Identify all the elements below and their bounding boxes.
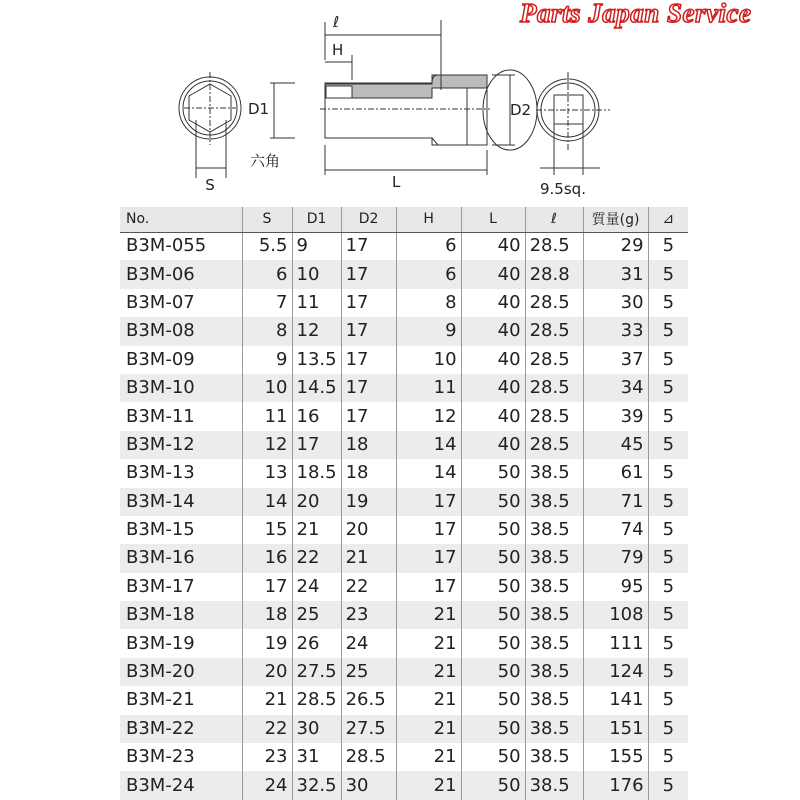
table-row [120,629,688,657]
cell-col-d2: 17 [341,260,396,288]
cell-col-l: 50 [461,516,525,544]
cell-col-d1: 32.5 [292,771,341,799]
cell-col-qty: 5 [648,402,688,430]
cell-col-s: 9 [242,346,292,374]
spec-table [120,207,688,800]
cell-col-h: 10 [396,346,461,374]
table-row [120,459,688,487]
cell-col-ell: 38.5 [525,629,583,657]
cell-col-l: 40 [461,431,525,459]
cell-col-h: 21 [396,771,461,799]
cell-col-mass: 155 [583,743,648,771]
cell-col-d1: 22 [292,544,341,572]
cell-col-mass: 37 [583,346,648,374]
cell-col-d2: 30 [341,771,396,799]
label-d2: D2 [510,101,532,119]
cell-col-s: 15 [242,516,292,544]
cell-col-no: B3M-21 [126,689,195,711]
cell-col-s: 6 [242,260,292,288]
cell-col-qty: 5 [648,232,688,260]
cell-col-mass: 39 [583,402,648,430]
cell-col-no: B3M-24 [120,771,242,799]
table-row [120,260,688,288]
cell-col-ell: 38.5 [525,488,583,516]
cell-col-ell: 38.5 [525,516,583,544]
cell-col-qty: 5 [648,629,688,657]
cell-col-mass: 30 [583,289,648,317]
cell-col-l: 50 [461,743,525,771]
cell-col-mass: 151 [583,715,648,743]
table-row [120,346,688,374]
cell-col-d1: 31 [292,743,341,771]
cell-col-l: 50 [461,658,525,686]
table-row [120,715,688,743]
cell-col-no: B3M-20 [120,658,242,686]
cell-col-ell: 28.5 [525,346,583,374]
cell-col-d2: 20 [341,516,396,544]
table-row [120,573,688,601]
cell-col-d1: 20 [292,488,341,516]
table-row [120,289,688,317]
cell-col-h: 6 [396,260,461,288]
label-d1: D1 [248,100,270,118]
cell-col-s: 10 [242,374,292,402]
cell-col-mass: 108 [583,601,648,629]
table-row [120,544,688,572]
cell-col-qty: 5 [648,374,688,402]
cell-col-s: 22 [242,715,292,743]
cell-col-ell: 28.5 [525,289,583,317]
cell-col-ell: 38.5 [525,544,583,572]
cell-col-h: 14 [396,459,461,487]
cell-col-d2: 26.5 [341,686,396,714]
table-header [120,207,688,232]
cell-col-h: 17 [396,516,461,544]
cell-col-d1: 10 [292,260,341,288]
table-row [120,488,688,516]
cell-col-d1: 11 [292,289,341,317]
cell-col-l: 50 [461,459,525,487]
cell-col-l: 50 [461,686,525,714]
cell-col-h: 12 [396,402,461,430]
cell-col-l: 40 [461,374,525,402]
cell-col-h: 21 [396,629,461,657]
cell-col-no: B3M-16 [120,544,242,572]
cell-col-d2: 21 [341,544,396,572]
cell-col-qty: 5 [648,715,688,743]
cell-col-ell: 28.5 [525,232,583,260]
cell-col-ell: 38.5 [525,715,583,743]
cell-col-mass: 176 [583,771,648,799]
logo: Parts Japan Service [520,0,752,28]
cell-col-mass: 34 [583,374,648,402]
cell-col-no: B3M-055 [126,235,207,257]
cell-col-d1: 16 [292,402,341,430]
cell-col-mass: 111 [583,629,648,657]
cell-col-mass: 71 [583,488,648,516]
table-row [120,658,688,686]
cell-col-no: B3M-15 [126,519,195,541]
cell-col-qty: 5 [648,686,688,714]
header-col-d2: D2 [341,207,396,232]
cell-col-l: 40 [461,317,525,345]
cell-col-qty: 5 [648,346,688,374]
cell-col-h: 17 [396,573,461,601]
cell-col-no: B3M-12 [120,431,242,459]
cell-col-mass: 74 [583,516,648,544]
cell-col-ell: 38.5 [525,743,583,771]
cell-col-h: 17 [396,488,461,516]
cell-col-d2: 22 [341,573,396,601]
cell-col-s: 17 [242,573,292,601]
cell-col-s: 20 [242,658,292,686]
cell-col-d2: 19 [341,488,396,516]
cell-col-no: B3M-10 [120,374,242,402]
cell-col-qty: 5 [648,459,688,487]
cell-col-l: 50 [461,629,525,657]
cell-col-l: 40 [461,289,525,317]
cell-col-no: B3M-06 [120,260,242,288]
label-L: L [392,173,401,191]
cell-col-ell: 38.5 [525,658,583,686]
cell-col-l: 50 [461,715,525,743]
cell-col-h: 21 [396,743,461,771]
cell-col-no: B3M-13 [126,462,195,484]
cell-col-d2: 28.5 [341,743,396,771]
cell-col-d1: 25 [292,601,341,629]
cell-col-no: B3M-07 [126,291,195,313]
table-row [120,232,688,260]
cell-col-h: 8 [396,289,461,317]
cell-col-no: B3M-17 [126,575,195,597]
header-col-s: S [242,207,292,232]
cell-col-no: B3M-22 [120,715,242,743]
cell-col-d1: 24 [292,573,341,601]
cell-col-s: 21 [242,686,292,714]
cell-col-d1: 21 [292,516,341,544]
cell-col-d2: 17 [341,289,396,317]
cell-col-mass: 33 [583,317,648,345]
cell-col-l: 50 [461,544,525,572]
cell-col-no: B3M-09 [126,348,195,370]
cell-col-qty: 5 [648,289,688,317]
cell-col-ell: 28.5 [525,374,583,402]
table-row [120,686,688,714]
cell-col-mass: 61 [583,459,648,487]
cell-col-d2: 17 [341,346,396,374]
cell-col-h: 21 [396,686,461,714]
square-end-view [500,60,620,200]
cell-col-h: 21 [396,601,461,629]
header-col-qty: ⊿ [648,207,688,232]
cell-col-s: 5.5 [242,232,292,260]
cell-col-qty: 5 [648,260,688,288]
cell-col-no: B3M-18 [120,601,242,629]
cell-col-s: 23 [242,743,292,771]
cell-col-no: B3M-11 [126,405,195,427]
cell-col-no: B3M-19 [126,632,195,654]
label-square-size: 9.5sq. [540,180,586,198]
cell-col-d2: 17 [341,317,396,345]
cell-col-no: B3M-14 [120,488,242,516]
cell-col-d2: 27.5 [341,715,396,743]
cell-col-d2: 23 [341,601,396,629]
cell-col-d2: 24 [341,629,396,657]
cell-col-l: 50 [461,488,525,516]
cell-col-mass: 79 [583,544,648,572]
cell-col-s: 18 [242,601,292,629]
label-s: S [205,176,215,194]
cell-col-ell: 28.5 [525,402,583,430]
cell-col-d1: 14.5 [292,374,341,402]
label-hex: 六角 [250,152,281,170]
cell-col-qty: 5 [648,544,688,572]
cell-col-s: 13 [242,459,292,487]
cell-col-ell: 38.5 [525,771,583,799]
header-col-d1: D1 [292,207,341,232]
cell-col-l: 50 [461,771,525,799]
table-row [120,374,688,402]
header-col-ell: ℓ [525,207,583,232]
cell-col-h: 14 [396,431,461,459]
cell-col-h: 17 [396,544,461,572]
header-col-l: L [461,207,525,232]
cell-col-l: 50 [461,573,525,601]
cell-col-d1: 12 [292,317,341,345]
cell-col-d1: 30 [292,715,341,743]
table-row [120,317,688,345]
cell-col-d1: 28.5 [292,686,341,714]
cell-col-ell: 38.5 [525,459,583,487]
cell-col-s: 12 [242,431,292,459]
table-row [120,601,688,629]
cell-col-d1: 27.5 [292,658,341,686]
cell-col-d2: 17 [341,402,396,430]
table-row [120,516,688,544]
label-h: H [332,41,344,59]
cell-col-qty: 5 [648,658,688,686]
cell-col-d1: 17 [292,431,341,459]
cell-col-mass: 31 [583,260,648,288]
cell-col-ell: 38.5 [525,686,583,714]
cell-col-qty: 5 [648,771,688,799]
cell-col-d1: 18.5 [292,459,341,487]
cell-col-mass: 95 [583,573,648,601]
cell-col-no: B3M-08 [120,317,242,345]
cell-col-ell: 28.5 [525,317,583,345]
cell-col-l: 50 [461,601,525,629]
cell-col-l: 40 [461,402,525,430]
cell-col-mass: 124 [583,658,648,686]
cell-col-qty: 5 [648,743,688,771]
cell-col-ell: 28.5 [525,431,583,459]
cell-col-d2: 25 [341,658,396,686]
label-l: ℓ [333,13,340,31]
cell-col-l: 40 [461,346,525,374]
header-col-no: No. [120,207,242,232]
cell-col-qty: 5 [648,573,688,601]
cell-col-l: 40 [461,232,525,260]
cell-col-h: 11 [396,374,461,402]
cell-col-d2: 17 [341,374,396,402]
cell-col-d1: 26 [292,629,341,657]
cell-col-s: 24 [242,771,292,799]
header-col-h: H [396,207,461,232]
cell-col-s: 19 [242,629,292,657]
header-col-mass: 質量(g) [583,207,648,232]
cell-col-ell: 28.8 [525,260,583,288]
cell-col-ell: 38.5 [525,601,583,629]
cell-col-d1: 9 [292,232,341,260]
cell-col-d2: 18 [341,459,396,487]
table-row [120,771,688,799]
cell-col-qty: 5 [648,488,688,516]
cell-col-mass: 29 [583,232,648,260]
cell-col-mass: 141 [583,686,648,714]
table-row [120,402,688,430]
cell-col-qty: 5 [648,431,688,459]
cell-col-s: 7 [242,289,292,317]
cell-col-qty: 5 [648,516,688,544]
cell-col-no: B3M-23 [126,746,195,768]
cell-col-qty: 5 [648,601,688,629]
cell-col-l: 40 [461,260,525,288]
cell-col-s: 16 [242,544,292,572]
cell-col-h: 21 [396,658,461,686]
cell-col-qty: 5 [648,317,688,345]
cell-col-h: 21 [396,715,461,743]
cell-col-s: 8 [242,317,292,345]
table-row [120,743,688,771]
cell-col-d2: 18 [341,431,396,459]
table-row [120,431,688,459]
cell-col-h: 6 [396,232,461,260]
cell-col-h: 9 [396,317,461,345]
cell-col-s: 11 [242,402,292,430]
cell-col-s: 14 [242,488,292,516]
cell-col-d1: 13.5 [292,346,341,374]
cell-col-ell: 38.5 [525,573,583,601]
cell-col-d2: 17 [341,232,396,260]
cell-col-mass: 45 [583,431,648,459]
